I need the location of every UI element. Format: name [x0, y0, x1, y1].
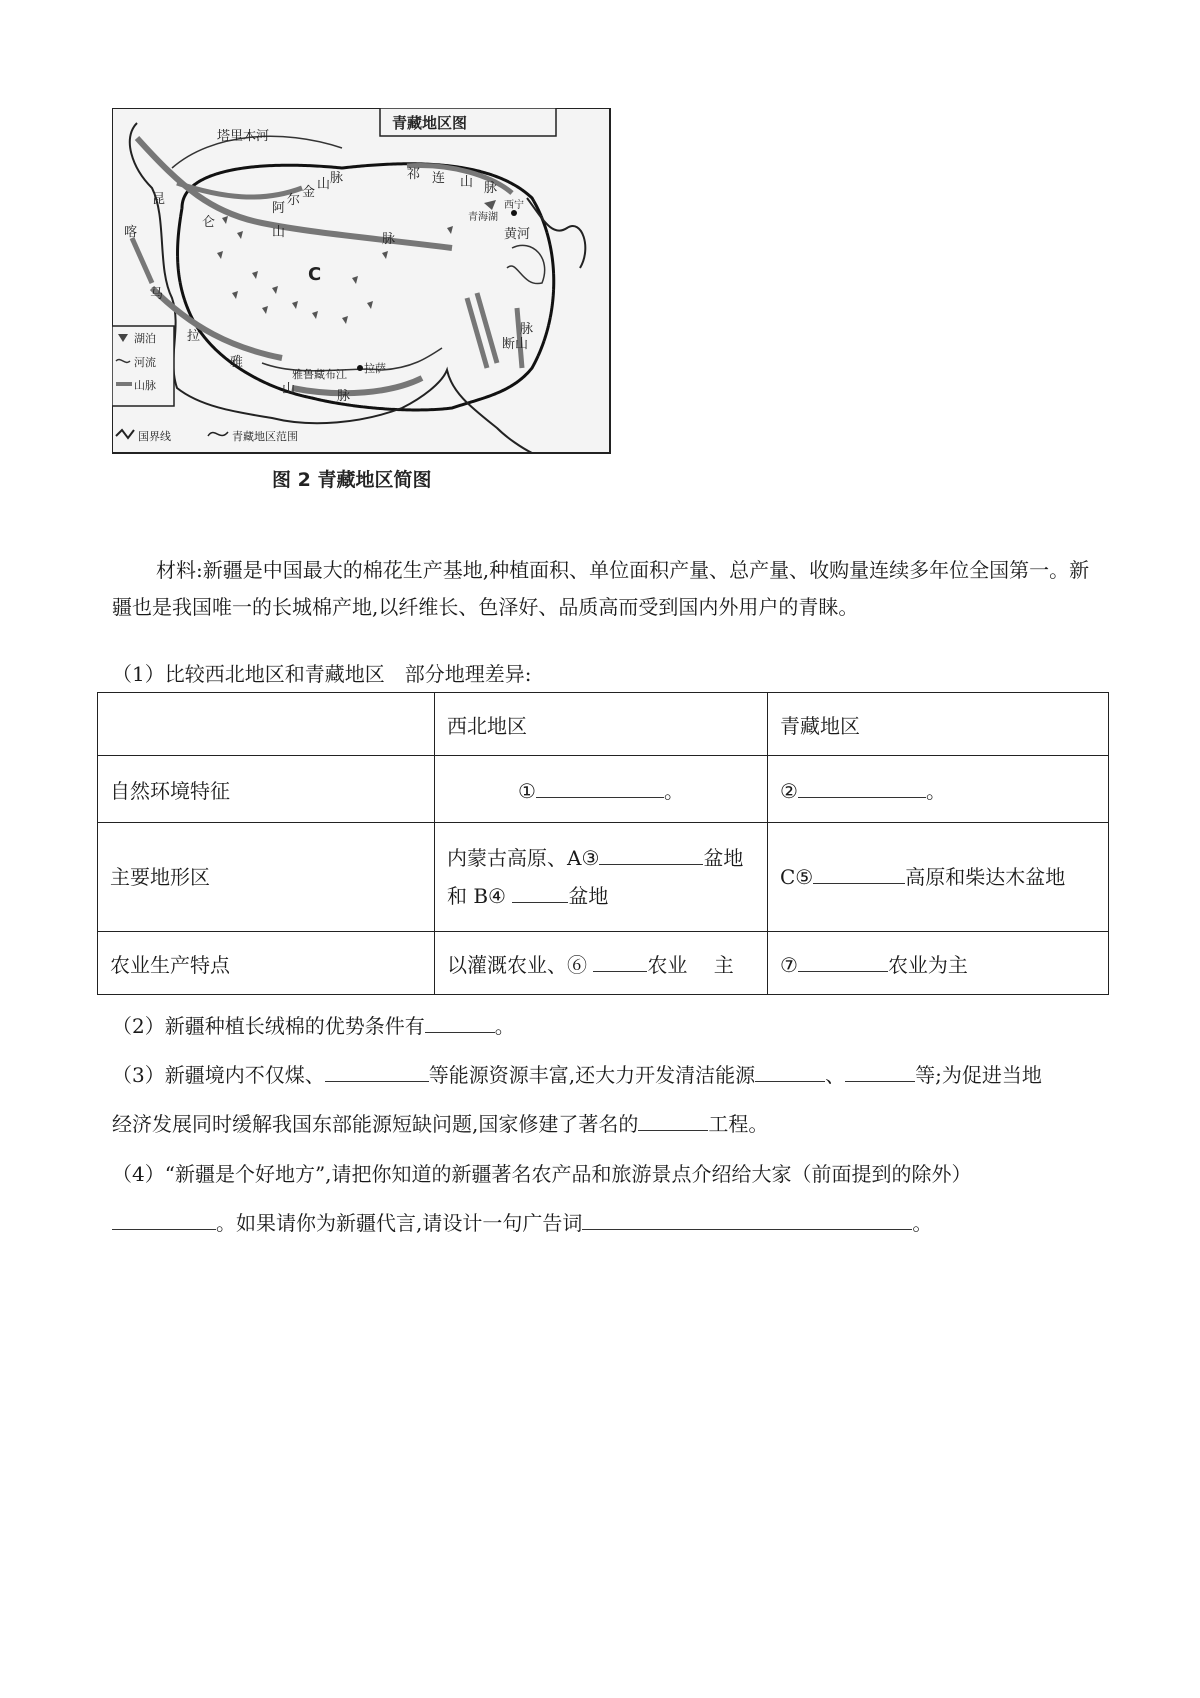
- label-kunlun-4: 脉: [382, 232, 396, 247]
- label-altun-5: 脉: [330, 171, 344, 186]
- table-row: [98, 756, 1109, 823]
- qinghai-tibet-map: [112, 108, 612, 493]
- cell-nw-environment: ① 。: [435, 756, 768, 823]
- table-row: [98, 693, 1109, 756]
- answer-blank-6[interactable]: [593, 953, 647, 972]
- table-row: [98, 932, 1109, 995]
- map-frame: [112, 108, 610, 453]
- lhasa-dot: [357, 365, 363, 371]
- label-qilian-1: 祁: [407, 167, 421, 182]
- label-himalaya-1: 马: [150, 287, 164, 302]
- q3-blank-4[interactable]: [638, 1112, 708, 1131]
- label-altun-4: 山: [317, 177, 331, 192]
- row-label-agriculture: 农业生产特点: [98, 932, 435, 995]
- answer-blank-7[interactable]: [798, 953, 888, 972]
- cell-qz-agriculture: ⑦ 农业为主: [768, 932, 1109, 995]
- label-kunlun-3: 山: [272, 225, 286, 240]
- cell-qz-environment: ② 。: [768, 756, 1109, 823]
- answer-blank-5[interactable]: [813, 865, 905, 884]
- label-kunlun-1: 昆: [152, 192, 166, 207]
- table-header-empty: [98, 693, 435, 756]
- q4-blank-2[interactable]: [582, 1211, 912, 1230]
- table-header-qinghai-tibet: 青藏地区: [768, 693, 1109, 756]
- material-paragraph: 材料:新疆是中国最大的棉花生产基地,种植面积、单位面积产量、总产量、收购量连续多年位全国第一。新疆也是我国唯一的长城棉产地,以纤维长、色泽好、品质高而受到国内外用户的青睐。: [112, 558, 1090, 619]
- q2-blank[interactable]: [425, 1014, 495, 1033]
- table-row: [98, 823, 1109, 932]
- q1-prompt: （1）比较西北地区和青藏地区 部分地理差异:: [112, 662, 532, 686]
- label-lhasa: 拉萨: [364, 362, 386, 375]
- label-yarlung: 雅鲁藏布江: [292, 368, 347, 381]
- label-region-c: C: [308, 264, 322, 285]
- table-header-northwest: 西北地区: [435, 693, 768, 756]
- label-qilian-3: 山: [460, 175, 474, 190]
- q4-blank-1[interactable]: [112, 1211, 216, 1230]
- q3-blank-2[interactable]: [755, 1063, 825, 1082]
- label-qinghai-lake: 青海湖: [468, 212, 498, 223]
- label-kunlun-2: 仑: [202, 215, 216, 230]
- label-altun-3: 金: [302, 185, 316, 200]
- label-altun-1: 阿: [272, 201, 286, 216]
- label-altun-2: 尔: [287, 193, 301, 208]
- answer-blank-1[interactable]: [536, 779, 664, 798]
- label-himalaya-5: 脉: [337, 389, 351, 404]
- label-qilian-4: 脉: [484, 181, 498, 196]
- label-himalaya-4: 山: [282, 382, 296, 397]
- label-himalaya-3: 雅: [230, 355, 244, 370]
- legend-river: 河流: [134, 356, 156, 369]
- legend-border: 国界线: [138, 430, 171, 443]
- q3-line-2: 经济发展同时缓解我国东部能源短缺问题,国家修建了著名的 工程。: [112, 1112, 769, 1136]
- label-karakoram: 喀: [124, 225, 138, 240]
- legend-lake: 湖泊: [134, 332, 156, 345]
- q3-blank-1[interactable]: [325, 1063, 429, 1082]
- legend-mountain: 山脉: [134, 379, 156, 392]
- label-xining: 西宁: [504, 200, 524, 211]
- figure-caption: 图 2 青藏地区简图: [272, 469, 432, 491]
- row-label-environment: 自然环境特征: [98, 756, 435, 823]
- label-hengduan: 断山: [502, 337, 529, 352]
- answer-blank-2[interactable]: [798, 779, 926, 798]
- q4-line-2: 。如果请你为新疆代言,请设计一句广告词 。: [112, 1207, 932, 1236]
- answer-blank-4[interactable]: [512, 884, 568, 903]
- label-himalaya-2: 拉: [187, 329, 201, 344]
- label-hengduan-2: 脉: [520, 322, 534, 337]
- cell-nw-agriculture: 以灌溉农业、⑥ 农业 主: [435, 932, 768, 995]
- map-figure: [112, 108, 612, 493]
- label-yellow-river: 黄河: [504, 227, 531, 242]
- label-qilian-2: 连: [432, 171, 446, 186]
- map-title: 青藏地区图: [392, 114, 468, 132]
- q4-line-1: （4）“新疆是个好地方”,请把你知道的新疆著名农产品和旅游景点介绍给大家（前面提到的除外）: [112, 1162, 972, 1186]
- q2-line: （2）新疆种植长绒棉的优势条件有 。: [112, 1014, 515, 1038]
- q3-line-1: （3）新疆境内不仅煤、 等能源资源丰富,还大力开发清洁能源 、 等;为促进当地: [112, 1063, 1042, 1087]
- cell-nw-terrain: 内蒙古高原、A③ 盆地 和 B④ 盆地: [435, 823, 768, 932]
- label-tarim-river: 塔里木河: [217, 129, 270, 144]
- row-label-terrain: 主要地形区: [98, 823, 435, 932]
- cell-qz-terrain: C⑤ 高原和柴达木盆地: [768, 823, 1109, 932]
- legend-region: 青藏地区范围: [232, 430, 298, 443]
- answer-blank-3[interactable]: [599, 846, 703, 865]
- comparison-table: [97, 692, 1109, 995]
- q3-blank-3[interactable]: [845, 1063, 915, 1082]
